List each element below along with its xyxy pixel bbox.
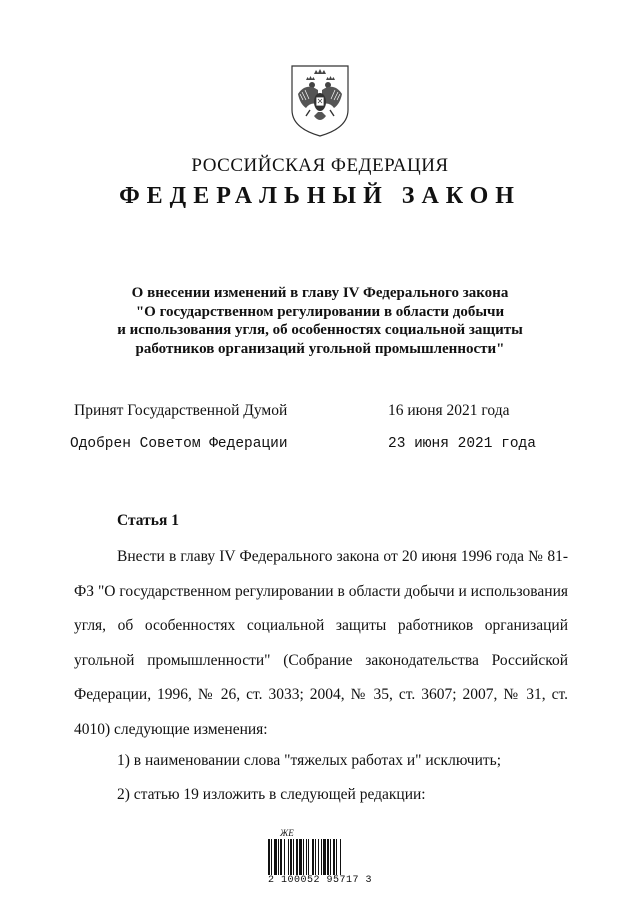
barcode-bar <box>321 839 322 875</box>
barcode-bar <box>278 839 279 875</box>
barcode-signature: ЖЕ <box>280 828 294 838</box>
barcode-bar <box>340 839 341 875</box>
approved-label: Одобрен Советом Федерации <box>70 436 288 452</box>
barcode-bar <box>312 839 314 875</box>
law-title-line: "О государственном регулировании в области добычи <box>135 303 505 320</box>
barcode-bar <box>327 839 329 875</box>
law-title-line: О внесении изменений в главу IV Федерального закона <box>131 285 509 301</box>
article-item-1: 1) в наименовании слова "тяжелых работах и" исключить; <box>117 752 502 769</box>
law-title-line: работников организаций угольной промышленности" <box>135 340 505 357</box>
barcode-bar <box>280 839 282 875</box>
adopted-label: Принят Государственной Думой <box>74 402 288 419</box>
barcode-bar <box>299 839 302 875</box>
barcode-bar <box>296 839 298 875</box>
barcode-bar <box>318 839 319 875</box>
document-type: ФЕДЕРАЛЬНЫЙ ЗАКОН <box>119 183 521 209</box>
barcode-bar <box>268 839 270 875</box>
barcode-number: 2 100052 95717 3 <box>268 875 373 886</box>
barcode-bar <box>303 839 304 875</box>
barcode-bars <box>266 839 378 875</box>
approved-date: 23 июня 2021 года <box>388 436 536 452</box>
barcode-bar <box>333 839 335 875</box>
barcode-bar <box>323 839 326 875</box>
article-item-2: 2) статью 19 изложить в следующей редакции: <box>117 786 426 803</box>
barcode-bar <box>274 839 277 875</box>
barcode-bar <box>336 839 337 875</box>
barcode-bar <box>330 839 331 875</box>
barcode-bar <box>284 839 285 875</box>
barcode-bar <box>308 839 309 875</box>
law-title-line: и использования угля, об особенностях социальной защиты <box>117 322 523 338</box>
adopted-date: 16 июня 2021 года <box>388 402 510 419</box>
barcode-bar <box>306 839 307 875</box>
article-intro-paragraph: Внести в главу IV Федерального закона от 20 июня 1996 года № 81-ФЗ "О государственном регулировании в области добычи и использования угля, об особенностях социальной защиты работников организаций угольной промышленности" (Собрание законодательства Российской Федерации, 1996, № 26, ст. 3033; 2004, № 35, ст. 3607; 2007, № 31, ст. 4010) следующие изменения: <box>74 548 568 738</box>
law-title <box>90 284 550 358</box>
barcode-bar <box>290 839 292 875</box>
document-barcode <box>266 828 378 888</box>
russian-coat-of-arms-icon <box>288 64 352 138</box>
country-name: РОССИЙСКАЯ ФЕДЕРАЦИЯ <box>191 155 449 176</box>
article-heading: Статья 1 <box>117 512 179 529</box>
barcode-bar <box>293 839 294 875</box>
barcode-bar <box>271 839 272 875</box>
barcode-bar <box>288 839 289 875</box>
barcode-bar <box>315 839 316 875</box>
